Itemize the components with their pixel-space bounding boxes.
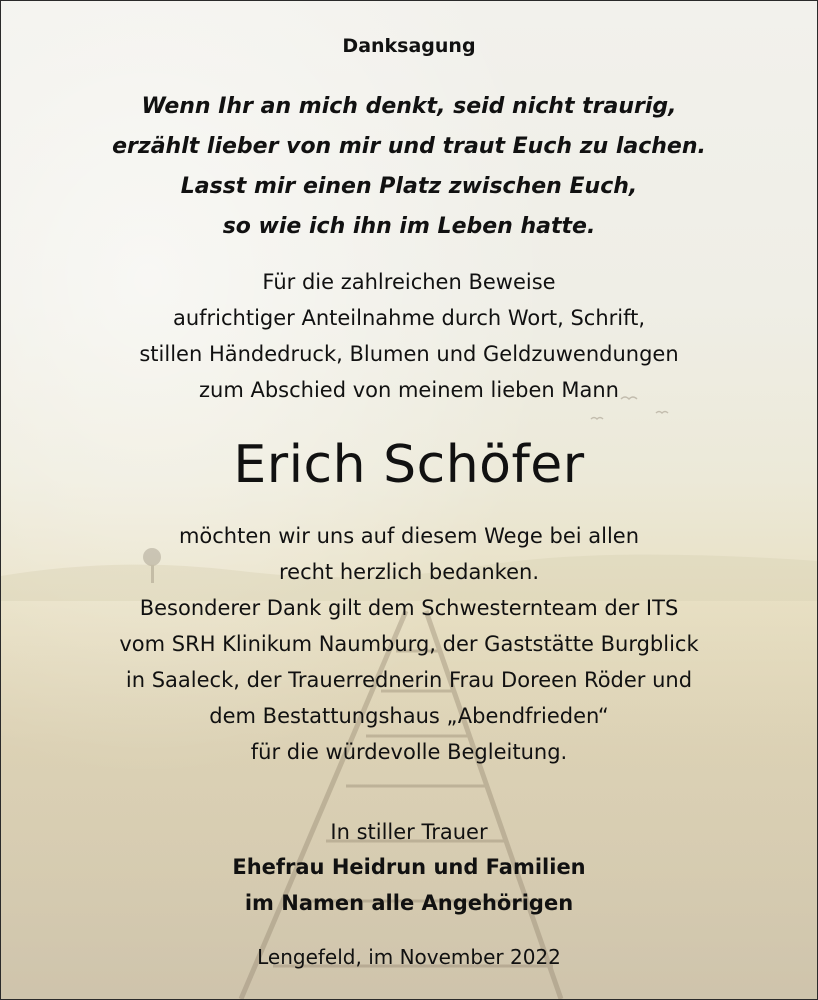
family-line: Ehefrau Heidrun und Familien (232, 855, 586, 879)
thanks-line: stillen Händedruck, Blumen und Geldzuwendungen (139, 342, 679, 366)
acknowledgement-paragraph (1, 518, 817, 770)
acknowledgement-line: in Saaleck, der Trauerrednerin Frau Doreen Röder und (125, 668, 693, 692)
thanks-line: aufrichtiger Anteilnahme durch Wort, Schrift, (172, 306, 646, 330)
poem-line: erzählt lieber von mir und traut Euch zu lachen. (112, 134, 706, 159)
thanks-paragraph (1, 264, 817, 408)
poem (1, 87, 817, 247)
family-signature (1, 849, 817, 921)
obituary-text (1, 1, 817, 999)
thanks-line: Für die zahlreichen Beweise (262, 270, 556, 294)
heading: Danksagung (342, 35, 476, 57)
mourning-intro: In stiller Trauer (330, 820, 488, 844)
poem-line: Lasst mir einen Platz zwischen Euch, (180, 174, 638, 199)
acknowledgement-line: vom SRH Klinikum Naumburg, der Gaststätte Burgblick (119, 632, 699, 656)
deceased-name: Erich Schöfer (233, 435, 585, 495)
place-date: Lengefeld, im November 2022 (257, 945, 561, 969)
family-line: im Namen alle Angehörigen (244, 891, 574, 915)
acknowledgement-line: für die würdevolle Begleitung. (250, 740, 568, 764)
acknowledgement-line: dem Bestattungshaus „Abendfrieden“ (209, 704, 609, 728)
acknowledgement-line: recht herzlich bedanken. (278, 560, 540, 584)
acknowledgement-line: Besonderer Dank gilt dem Schwesternteam der ITS (139, 596, 679, 620)
poem-line: so wie ich ihn im Leben hatte. (222, 214, 596, 239)
poem-line: Wenn Ihr an mich denkt, seid nicht traurig, (141, 94, 677, 119)
thanks-line: zum Abschied von meinem lieben Mann (199, 378, 619, 402)
acknowledgement-line: möchten wir uns auf diesem Wege bei allen (178, 524, 640, 548)
